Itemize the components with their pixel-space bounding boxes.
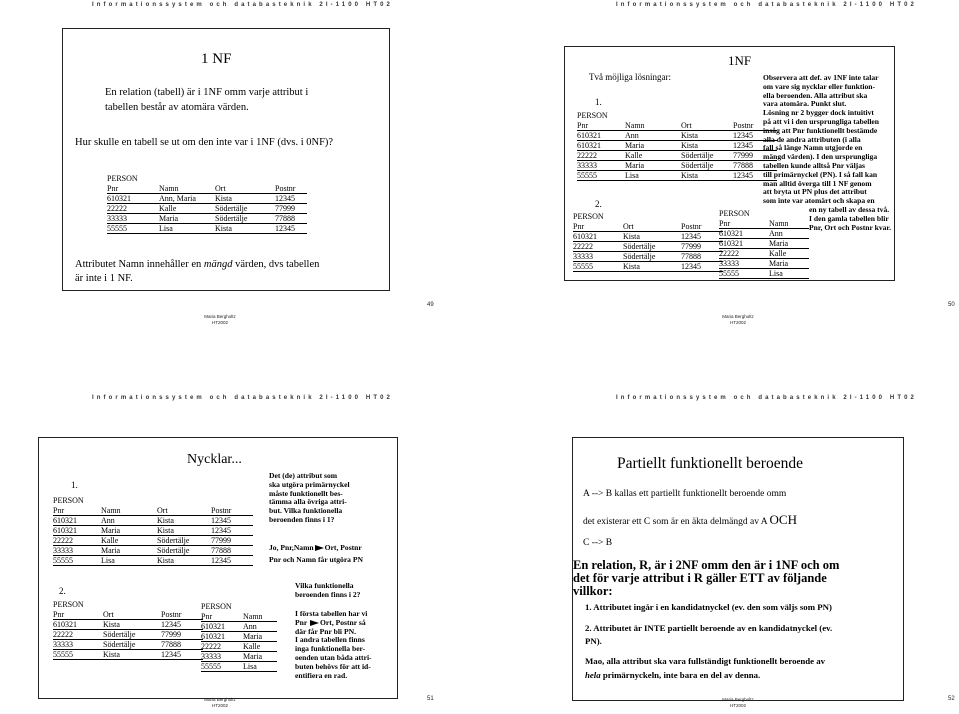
column-header: Pnr	[107, 184, 119, 193]
conclusion-text	[75, 259, 319, 270]
cell: Ann	[625, 131, 639, 140]
table-row	[577, 151, 777, 161]
table-row	[577, 161, 777, 171]
cell: Maria	[243, 652, 263, 661]
page-header: Informationssystem och databasteknik 2I-1100 HT02	[616, 395, 917, 401]
table-row	[53, 630, 203, 640]
cell: Södertälje	[681, 151, 714, 160]
solution-label: 2.	[59, 586, 66, 596]
note-line: I första tabellen har vi	[295, 609, 368, 618]
cell: 610321	[201, 622, 225, 631]
table-name: PERSON	[107, 174, 138, 183]
note-line: Lösning nr 2 bygger dock intuitivt	[763, 108, 874, 118]
column-header: Ort	[215, 184, 226, 193]
fd-right: Ort, Postnr	[324, 543, 362, 552]
cell: Kalle	[769, 249, 787, 258]
table-row	[201, 622, 277, 632]
cell: 22222	[577, 151, 597, 160]
cell: 22222	[53, 536, 73, 545]
cell: 77999	[275, 204, 295, 213]
column-header: Postnr	[161, 610, 182, 619]
column-header: Namn	[101, 506, 121, 515]
cell: 77888	[733, 161, 753, 170]
note-line: insåg att Pnr funktionellt bestämde	[763, 125, 878, 135]
cell: 33333	[577, 161, 597, 170]
slide-title: Nycklar...	[187, 452, 242, 467]
note-line: alla de andra attributen (i alla	[763, 134, 861, 144]
note-line: till primärnyckel (PN). I så fall kan	[763, 169, 878, 179]
cell: Kalle	[159, 204, 177, 213]
conclusion-part: värden, dvs tabellen	[232, 259, 320, 270]
page-header: Informationssystem och databasteknik 2I-1100 HT02	[92, 2, 393, 8]
table-row	[719, 249, 809, 259]
definition-line	[583, 512, 797, 528]
note-line: mängd värden). I den ursprungliga	[763, 152, 878, 162]
cell: Maria	[625, 161, 645, 170]
emphasis: mängd	[203, 259, 233, 270]
table-row	[53, 516, 253, 526]
table-row	[53, 650, 203, 660]
cell: 12345	[681, 232, 701, 241]
cell: 610321	[719, 229, 743, 238]
column-header: Namn	[769, 219, 789, 228]
table-row	[573, 262, 723, 272]
cell: 610321	[719, 239, 743, 248]
column-header: Pnr	[719, 219, 731, 228]
cell: Kista	[103, 650, 120, 659]
table-header-row	[53, 506, 253, 516]
question-note	[295, 582, 395, 600]
footer-term: HT2002	[729, 703, 746, 708]
cell: Kista	[157, 516, 174, 525]
page-49	[0, 0, 479, 357]
fd-note	[269, 544, 397, 565]
note-line: Pnr och Namn får utgöra PN	[269, 554, 364, 564]
fd-left: Pnr	[295, 617, 308, 627]
slide	[572, 437, 904, 701]
key-note	[269, 472, 397, 525]
definition-line: A --> B kallas ett partiellt funktionellt beroende omm	[583, 489, 787, 499]
table-row	[573, 232, 723, 242]
column-header: Ort	[157, 506, 168, 515]
conclusion-part: Attributet Namn innehåller en	[75, 259, 204, 270]
footer-author: Maria Bergholtz	[204, 314, 236, 319]
column-header: Pnr	[53, 610, 65, 619]
solution-label: 1.	[71, 480, 78, 490]
page-footer	[718, 697, 758, 709]
cell: Ann	[101, 516, 115, 525]
slide-title: Partiellt funktionellt beroende	[617, 455, 803, 472]
table-name: PERSON	[201, 602, 232, 611]
cell: 55555	[53, 556, 73, 565]
cell: 22222	[573, 242, 593, 251]
page-number: 51	[427, 696, 434, 702]
cell: Kalle	[101, 536, 119, 545]
cell: Södertälje	[623, 252, 656, 261]
cell: 12345	[211, 516, 231, 525]
cell: Maria	[625, 141, 645, 150]
table-header-row	[201, 612, 277, 622]
cell: 77888	[681, 252, 701, 261]
person-table-2b	[201, 602, 277, 672]
cell: Ann, Maria	[159, 194, 196, 203]
cell: Kista	[681, 141, 698, 150]
cell: 55555	[201, 662, 221, 671]
cell: 33333	[53, 546, 73, 555]
table-row	[53, 526, 253, 536]
note-line: tämma alla övriga attri-	[269, 497, 347, 507]
table-name: PERSON	[577, 111, 608, 120]
cell: 22222	[719, 249, 739, 258]
slide	[564, 46, 895, 281]
page-50	[480, 0, 959, 357]
note-line: I den gamla tabellen blir	[809, 213, 889, 223]
cell: 33333	[201, 652, 221, 661]
cell: 610321	[53, 516, 77, 525]
column-header: Postnr	[681, 222, 702, 231]
summary-line	[585, 670, 760, 680]
cell: Maria	[159, 214, 179, 223]
fd-right: Ort, Postnr så	[320, 617, 366, 627]
summary-line: Mao, alla attribut ska vara fullständigt funktionellt beroende av	[585, 656, 826, 666]
emphasis: hela	[585, 670, 601, 680]
column-header: Pnr	[201, 612, 213, 621]
summary-part: primärnyckeln, inte bara en del av denna.	[600, 670, 761, 680]
cell: 22222	[53, 630, 73, 639]
note-line: I andra tabellen finns	[295, 635, 365, 645]
cell: 22222	[201, 642, 221, 651]
table-row	[719, 269, 809, 279]
cell: Södertälje	[681, 161, 714, 170]
page-51	[0, 357, 479, 714]
cell: Maria	[769, 259, 789, 268]
cell: Södertälje	[623, 242, 656, 251]
note-line: inga funktionella ber-	[295, 644, 366, 654]
footer-author: Maria Bergholtz	[204, 697, 236, 702]
cell: 55555	[107, 224, 127, 233]
page-footer	[718, 314, 758, 326]
cell: Södertälje	[157, 536, 190, 545]
cell: 33333	[573, 252, 593, 261]
cell: Kista	[623, 232, 640, 241]
note-line: but. Vilka funktionella	[269, 506, 343, 516]
footer-term: HT2002	[211, 703, 228, 708]
cell: 610321	[53, 526, 77, 535]
note-line: Vilka funktionella	[295, 581, 354, 590]
2nf-definition: villkor:	[573, 584, 613, 598]
intro-line: tabellen består av atomära värden.	[105, 102, 249, 113]
note-line: beroenden finns i 1?	[269, 514, 335, 524]
cell: 77999	[211, 536, 231, 545]
arrow-right-icon	[310, 620, 319, 626]
page-number: 52	[948, 696, 955, 702]
column-header: Ort	[623, 222, 634, 231]
fd-left: Jo, Pnr,Namn	[269, 543, 314, 552]
solutions-heading: Två möjliga lösningar:	[589, 72, 671, 82]
table-row	[201, 662, 277, 672]
slide	[38, 437, 398, 699]
table-row	[201, 652, 277, 662]
cell: 610321	[201, 632, 225, 641]
column-header: Postnr	[733, 121, 754, 130]
cell: 12345	[211, 556, 231, 565]
table-row	[53, 536, 253, 546]
cell: 610321	[577, 131, 601, 140]
table-name: PERSON	[53, 600, 84, 609]
slide-title: 1NF	[728, 53, 752, 68]
table-row	[577, 171, 777, 181]
solution-label: 1.	[595, 97, 602, 107]
cell: Kista	[215, 194, 232, 203]
cell: Lisa	[243, 662, 257, 671]
cell: 22222	[107, 204, 127, 213]
condition-2: PN).	[585, 636, 602, 646]
table-name: PERSON	[573, 212, 604, 221]
table-row	[107, 214, 307, 224]
column-header: Namn	[243, 612, 263, 621]
column-header: Ort	[103, 610, 114, 619]
cell: Kista	[681, 171, 698, 180]
page-footer	[200, 314, 240, 326]
person-table-0nf	[107, 174, 307, 234]
footer-term: HT2002	[729, 320, 746, 325]
cell: Kista	[623, 262, 640, 271]
cell: 12345	[275, 194, 295, 203]
table-row	[577, 141, 777, 151]
person-table-solution2a	[573, 212, 723, 272]
table-row	[53, 620, 203, 630]
note-line: fall så länge Namn utgjorde en	[763, 143, 863, 153]
table-row	[577, 131, 777, 141]
cell: Ann	[243, 622, 257, 631]
table-row	[107, 204, 307, 214]
definition-emphasis: OCH	[769, 512, 797, 527]
cell: 610321	[573, 232, 597, 241]
table-header-row	[53, 610, 203, 620]
cell: 12345	[211, 526, 231, 535]
column-header: Ort	[681, 121, 692, 130]
cell: Södertälje	[215, 204, 248, 213]
cell: 12345	[275, 224, 295, 233]
column-header: Postnr	[211, 506, 232, 515]
person-table-solution1	[577, 111, 777, 181]
page-footer	[200, 697, 240, 709]
person-table-2a	[53, 600, 203, 660]
table-row	[53, 640, 203, 650]
page-header: Informationssystem och databasteknik 2I-1100 HT02	[616, 2, 917, 8]
cell: Kalle	[243, 642, 261, 651]
cell: 610321	[53, 620, 77, 629]
footer-author: Maria Bergholtz	[722, 697, 754, 702]
cell: 610321	[107, 194, 131, 203]
slide-title: 1 NF	[201, 51, 232, 67]
cell: Maria	[101, 546, 121, 555]
cell: 55555	[577, 171, 597, 180]
condition-2: 2. Attributet är INTE partiellt beroende av en kandidatnyckel (ev.	[585, 623, 833, 633]
cell: 77888	[275, 214, 295, 223]
note-line: om vare sig nycklar eller funktion-	[763, 81, 876, 91]
table-row	[201, 632, 277, 642]
cell: 12345	[161, 650, 181, 659]
column-header: Pnr	[53, 506, 65, 515]
cell: Kista	[157, 526, 174, 535]
cell: Lisa	[625, 171, 639, 180]
cell: 12345	[161, 620, 181, 629]
cell: Kalle	[625, 151, 643, 160]
note-line: ella beroenden. Alla attribut ska	[763, 90, 868, 100]
note-line: man alltid överga till 1 NF genom	[763, 178, 872, 188]
cell: Lisa	[159, 224, 173, 233]
definition-part: det existerar ett C som är en äkta delmängd av A	[583, 517, 770, 527]
fd-line	[269, 544, 397, 553]
note-line: vara atomära. Punkt slut.	[763, 99, 847, 109]
table-row	[719, 239, 809, 249]
column-header: Pnr	[577, 121, 589, 130]
page-52	[480, 357, 959, 714]
note-line: att bryta ut PN plus det attribut	[763, 187, 867, 197]
person-table-1	[53, 496, 253, 566]
column-header: Namn	[625, 121, 645, 130]
cell: 33333	[719, 259, 739, 268]
note-line: beroenden finns i 2?	[295, 589, 361, 599]
cell: Södertälje	[157, 546, 190, 555]
table-row	[719, 259, 809, 269]
table-row	[573, 242, 723, 252]
note-line: Observera att def. av 1NF inte talar	[763, 73, 879, 82]
note-line: där får Pnr bli PN.	[295, 626, 356, 636]
explanation-note	[763, 74, 895, 232]
cell: Maria	[243, 632, 263, 641]
note-line: på att vi i den ursprungliga tabellen	[763, 116, 880, 126]
note-line: som inte var atomärt och skapa en	[763, 196, 875, 206]
condition-1: 1. Attributet ingår i en kandidatnyckel (ev. den som väljs som PN)	[585, 602, 832, 612]
cell: 77999	[681, 242, 701, 251]
cell: Lisa	[769, 269, 783, 278]
column-header: Postnr	[275, 184, 296, 193]
cell: Kista	[103, 620, 120, 629]
column-header: Pnr	[573, 222, 585, 231]
page-number: 49	[427, 302, 434, 308]
cell: Kista	[157, 556, 174, 565]
page-number: 50	[948, 302, 955, 308]
table-row	[107, 224, 307, 234]
cell: 12345	[733, 141, 753, 150]
definition-line: C --> B	[583, 538, 613, 548]
arrow-right-icon	[315, 545, 324, 551]
solution-label: 2.	[595, 199, 602, 209]
cell: 33333	[107, 214, 127, 223]
conclusion-text: är inte i 1 NF.	[75, 273, 133, 284]
column-header: Namn	[159, 184, 179, 193]
cell: Kista	[215, 224, 232, 233]
cell: 610321	[577, 141, 601, 150]
table-row	[53, 546, 253, 556]
cell: 33333	[53, 640, 73, 649]
table-row	[573, 252, 723, 262]
footer-term: HT2002	[211, 320, 228, 325]
note-line: buten behövs för att id-	[295, 661, 371, 671]
cell: Maria	[769, 239, 789, 248]
cell: 12345	[733, 171, 753, 180]
note-line: måste funktionellt bes-	[269, 488, 343, 498]
intro-line: En relation (tabell) är i 1NF omm varje attribut i	[105, 87, 309, 98]
note-line: ska utgöra primärnyckel	[269, 479, 350, 489]
answer-note	[295, 610, 395, 680]
footer-author: Maria Bergholtz	[722, 314, 754, 319]
note-line: Pnr, Ort och Postnr kvar.	[809, 222, 891, 232]
2nf-definition: det för varje attribut i R gäller ETT av följande	[573, 571, 827, 585]
question-text: Hur skulle en tabell se ut om den inte var i 1NF (dvs. i 0NF)?	[75, 137, 334, 148]
cell: 12345	[733, 131, 753, 140]
table-row	[201, 642, 277, 652]
cell: 77999	[733, 151, 753, 160]
cell: 77888	[211, 546, 231, 555]
table-row	[53, 556, 253, 566]
note-line: en ny tabell av dessa två.	[809, 204, 890, 214]
cell: Södertälje	[103, 640, 136, 649]
cell: Ann	[769, 229, 783, 238]
cell: Södertälje	[103, 630, 136, 639]
table-header-row	[107, 184, 307, 194]
cell: Lisa	[101, 556, 115, 565]
cell: Kista	[681, 131, 698, 140]
table-row	[107, 194, 307, 204]
2nf-definition: En relation, R, är i 2NF omm den är i 1NF och om	[573, 558, 840, 572]
cell: 55555	[53, 650, 73, 659]
cell: 77999	[161, 630, 181, 639]
note-line: tabellen kunde alltså Pnr väljas	[763, 160, 865, 170]
cell: 55555	[573, 262, 593, 271]
cell: 77888	[161, 640, 181, 649]
note-line: oenden utan båda attri-	[295, 652, 372, 662]
note-line: entifiera en rad.	[295, 670, 348, 680]
table-name: PERSON	[719, 209, 750, 218]
note-line: Det (de) attribut som	[269, 471, 338, 480]
table-name: PERSON	[53, 496, 84, 505]
cell: Södertälje	[215, 214, 248, 223]
table-header-row	[577, 121, 777, 131]
cell: 12345	[681, 262, 701, 271]
cell: Maria	[101, 526, 121, 535]
slide	[62, 28, 390, 291]
cell: 55555	[719, 269, 739, 278]
table-header-row	[573, 222, 723, 232]
page-header: Informationssystem och databasteknik 2I-1100 HT02	[92, 395, 393, 401]
